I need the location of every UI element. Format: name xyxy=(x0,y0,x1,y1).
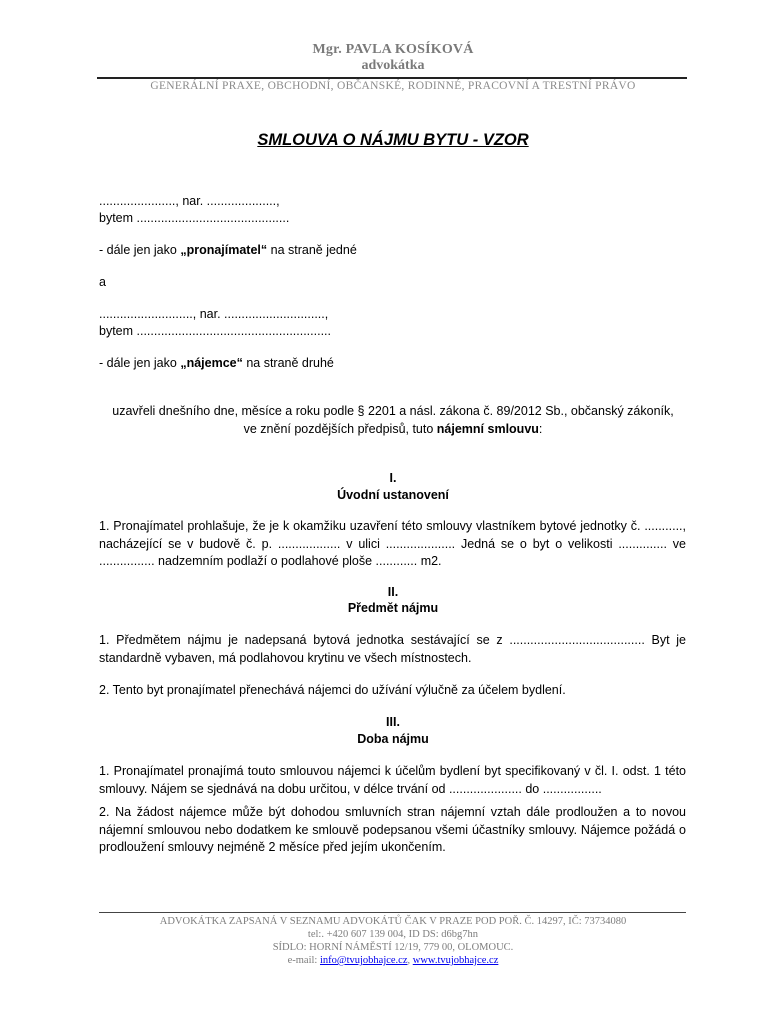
section-1-number: I. xyxy=(389,471,397,485)
footer-separator: , xyxy=(407,955,413,966)
intro-line-2-pre: ve znění pozdějších předpisů, tuto xyxy=(243,422,437,436)
section-2-paragraph-2: 2. Tento byt pronajímatel přenechává nájemci do užívání výlučně za účelem bydlení. xyxy=(99,683,566,697)
party2-name-line: ..........................., nar. ............................., xyxy=(99,307,329,321)
section-2-heading: Předmět nájmu xyxy=(347,601,439,615)
section-1-paragraph-1: 1. Pronajímatel prohlašuje, že je k okamžiku uzavření této smlouvy vlastníkem bytové jednotky č. ..........., nacházející se v budově č. p. .................. v ulici .................... Jedná se o byt o velikosti .............. ve ................ nadzemním podlaží o podlahové ploše ............ m2. xyxy=(99,519,686,569)
section-3-number: III. xyxy=(386,715,400,729)
intro-line-2 xyxy=(0,421,768,439)
footer-links xyxy=(0,954,768,967)
section-2-number: II. xyxy=(387,585,399,599)
intro-line-1: uzavřeli dnešního dne, měsíce a roku podle § 2201 a násl. zákona č. 89/2012 Sb., občanský zákoník, xyxy=(112,404,674,418)
tenant-pre: - dále jen jako xyxy=(99,356,181,370)
tenant-post: na straně druhé xyxy=(242,356,334,370)
footer-registration: ADVOKÁTKA ZAPSANÁ V SEZNAMU ADVOKÁTŮ ČAK V PRAZE POD POŘ. Č. 14297, IČ: 73734080 xyxy=(159,916,627,927)
letterhead-name: Mgr. PAVLA KOSÍKOVÁ xyxy=(312,42,474,57)
letterhead-title: advokátka xyxy=(361,58,425,73)
section-1-heading: Úvodní ustanovení xyxy=(337,488,449,502)
landlord-pre: - dále jen jako xyxy=(99,243,181,257)
document-title: SMLOUVA O NÁJMU BYTU - VZOR xyxy=(257,131,529,149)
letterhead-divider xyxy=(97,77,687,79)
section-3-heading: Doba nájmu xyxy=(357,732,429,746)
and-conjunction: a xyxy=(99,275,106,289)
party1-address-line: bytem ............................................ xyxy=(99,211,290,225)
section-3-paragraph-2: 2. Na žádost nájemce může být dohodou smluvních stran nájemní vztah dále prodloužen a to novou nájemní smlouvou nebo dodatkem ke smlouvě podepsanou všemi účastníky smlouvy. Nájemce požádá o prodloužení smlouvy nejméně 2 měsíce před jejím ukončením. xyxy=(99,805,686,855)
footer-email-link[interactable]: info@tvujobhajce.cz xyxy=(319,955,408,966)
contract-name: nájemní smlouvu xyxy=(436,422,539,436)
footer-email-label: e-mail: xyxy=(287,955,320,966)
letterhead-practice: GENERÁLNÍ PRAXE, OBCHODNÍ, OBČANSKÉ, RODINNÉ, PRACOVNÍ A TRESTNÍ PRÁVO xyxy=(150,80,636,92)
landlord-term: „pronajímatel“ xyxy=(180,243,268,257)
landlord-post: na straně jedné xyxy=(267,243,357,257)
section-2-paragraph-1: 1. Předmětem nájmu je nadepsaná bytová jednotka sestávající se z ....................................... Byt je standardně vybaven, má podlahovou krytinu ve všech místnostech. xyxy=(99,633,686,665)
footer-divider xyxy=(99,912,686,913)
tenant-definition xyxy=(99,355,334,371)
section-3-paragraph-1: 1. Pronajímatel pronajímá touto smlouvou nájemci k účelům bydlení byt specifikovaný v čl. I. odst. 1 této smlouvy. Nájem se sjednává na dobu určitou, v délce trvání od ..................... do ................. xyxy=(99,764,686,796)
footer-contact: tel:. +420 607 139 004, ID DS: d6bg7hn xyxy=(307,929,479,940)
party2-address-line: bytem ........................................................ xyxy=(99,324,331,338)
tenant-term: „nájemce“ xyxy=(180,356,243,370)
landlord-definition xyxy=(99,242,357,258)
party1-name-line: ......................, nar. ...................., xyxy=(99,194,280,208)
footer-address: SÍDLO: HORNÍ NÁMĚSTÍ 12/19, 779 00, OLOMOUC. xyxy=(272,942,514,953)
footer-website-link[interactable]: www.tvujobhajce.cz xyxy=(412,955,499,966)
intro-line-2-post: : xyxy=(538,422,543,436)
